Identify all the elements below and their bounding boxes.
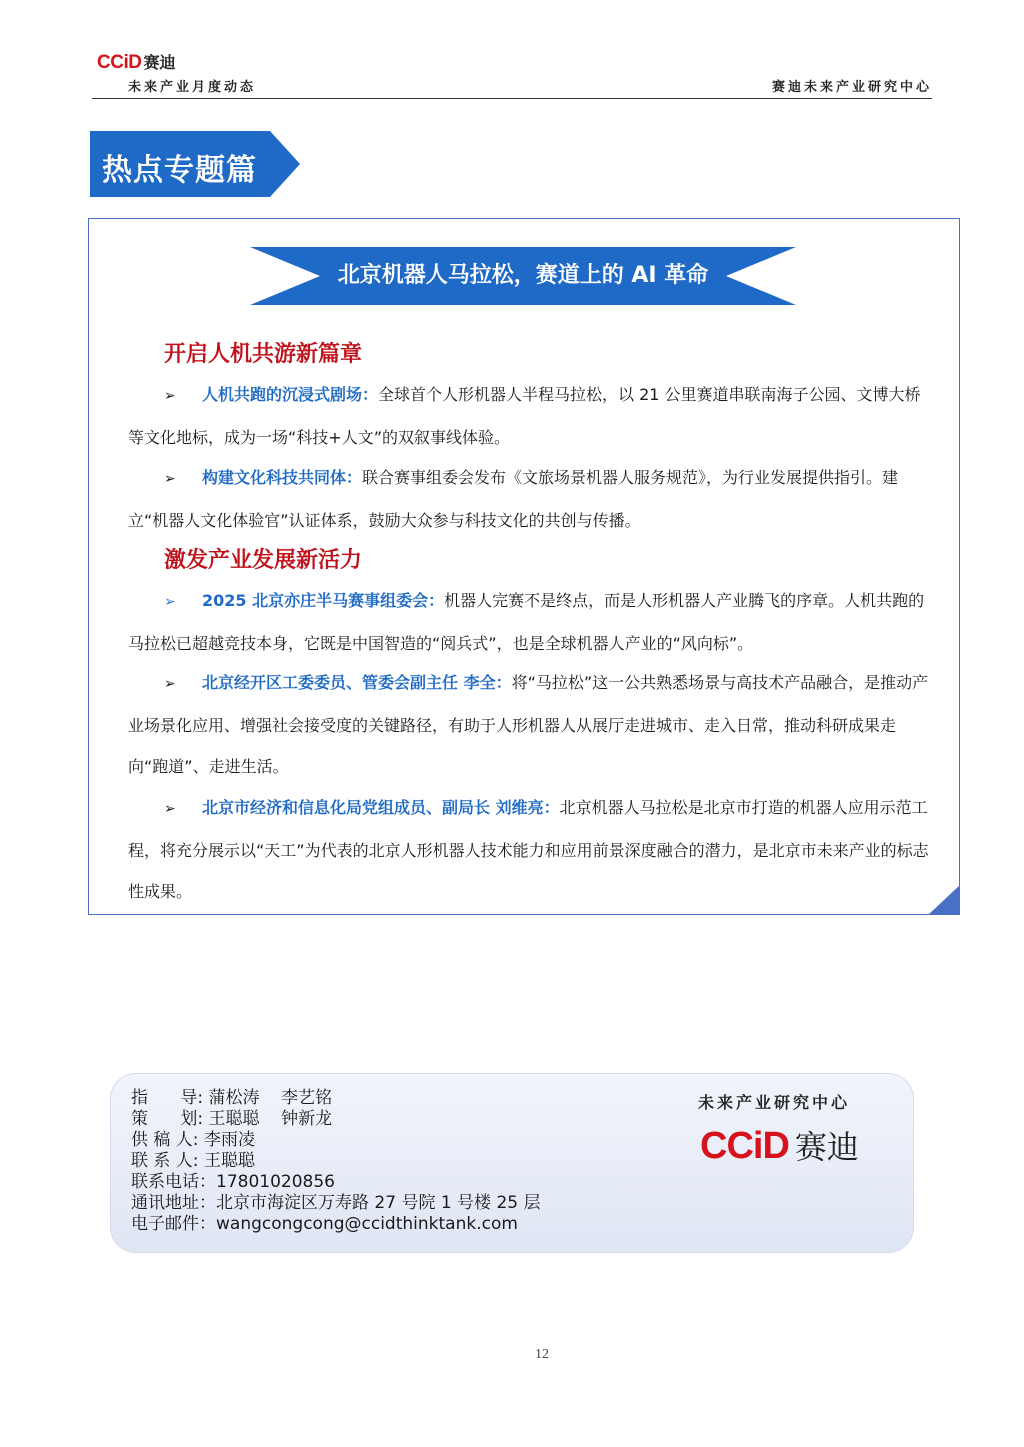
- bullet-arrow-icon: ➢: [164, 471, 176, 487]
- logo-ccid-text: CCiD: [97, 52, 142, 73]
- bullet-arrow-icon: ➢: [164, 676, 176, 692]
- paragraph-lead: 北京市经济和信息化局党组成员、副局长 刘维亮：: [202, 798, 560, 817]
- paragraph-text: 联合赛事组委会发布《文旅场景机器人服务规范》，为行业发展提供指引。建立“机器人文化体验官”认证体系，鼓励大众参与科技文化的共创与传播。: [128, 468, 899, 530]
- paragraph-2: [128, 457, 933, 541]
- credit-contributor: 供 稿 人: 李雨凌: [131, 1130, 255, 1150]
- paragraph-lead: 2025 北京亦庄半马赛事组委会：: [202, 591, 445, 610]
- credit-email: 电子邮件：wangcongcong@ccidthinktank.com: [131, 1214, 518, 1234]
- header-left-title: 未来产业月度动态: [128, 80, 257, 95]
- page-number: 12: [535, 1347, 549, 1362]
- footer-logo: [700, 1122, 859, 1168]
- credit-phone: 联系电话：17801020856: [131, 1172, 335, 1192]
- header-divider: [92, 98, 932, 99]
- bullet-arrow-icon: ➢: [164, 801, 176, 817]
- bullet-arrow-icon: ➢: [164, 594, 176, 610]
- credit-guidance: 指 导: 蒲松涛 李艺铭: [131, 1088, 333, 1108]
- section-banner: [90, 131, 300, 197]
- paragraph-1: [128, 374, 933, 458]
- paragraph-3: [128, 580, 933, 664]
- header-logo: [97, 50, 175, 72]
- paragraph-5: [128, 787, 933, 912]
- subheading-1: 开启人机共游新篇章: [164, 342, 363, 367]
- subheading-2: 激发产业发展新活力: [164, 548, 363, 573]
- paragraph-text: 北京机器人马拉松是北京市打造的机器人应用示范工程，将充分展示以“天工”为代表的北京人形机器人技术能力和应用前景深度融合的潜力，是北京市未来产业的标志性成果。: [128, 798, 929, 901]
- section-title: 热点专题篇: [102, 153, 257, 188]
- credit-planning: 策 划: 王聪聪 钟新龙: [131, 1109, 333, 1129]
- paragraph-text: 全球首个人形机器人半程马拉松，以 21 公里赛道串联南海子公园、文博大桥等文化地标，成为一场“科技+人文”的双叙事线体验。: [128, 385, 921, 447]
- paragraph-lead: 人机共跑的沉浸式剧场：: [202, 385, 379, 404]
- header-right-title: 赛迪未来产业研究中心: [771, 80, 932, 95]
- logo-cn-text: 赛迪: [143, 53, 176, 72]
- topic-banner: [250, 247, 796, 305]
- paragraph-lead: 北京经开区工委委员、管委会副主任 李全：: [202, 673, 512, 692]
- footer-logo-ccid: CCiD: [700, 1125, 789, 1167]
- paragraph-4: [128, 662, 933, 787]
- topic-title: 北京机器人马拉松，赛道上的 AI 革命: [337, 263, 709, 288]
- paragraph-lead: 构建文化科技共同体：: [202, 468, 363, 487]
- paragraph-text: 机器人完赛不是终点，而是人形机器人产业腾飞的序章。人机共跑的马拉松已超越竞技本身，它既是中国智造的“阅兵式”，也是全球机器人产业的“风向标”。: [128, 591, 925, 653]
- credit-address: 通讯地址：北京市海淀区万寿路 27 号院 1 号楼 25 层: [131, 1193, 541, 1213]
- paragraph-text: 将“马拉松”这一公共熟悉场景与高技术产品融合，是推动产业场景化应用、增强社会接受度的关键路径，有助于人形机器人从展厅走进城市、走入日常，推动科研成果走向“跑道”、走进生活。: [128, 673, 929, 776]
- bullet-arrow-icon: ➢: [164, 388, 176, 404]
- credit-contact: 联 系 人: 王聪聪: [131, 1151, 255, 1171]
- footer-center-name: 未来产业研究中心: [698, 1093, 851, 1112]
- credits-block: [131, 1088, 541, 1235]
- footer-logo-cn: 赛迪: [794, 1128, 859, 1166]
